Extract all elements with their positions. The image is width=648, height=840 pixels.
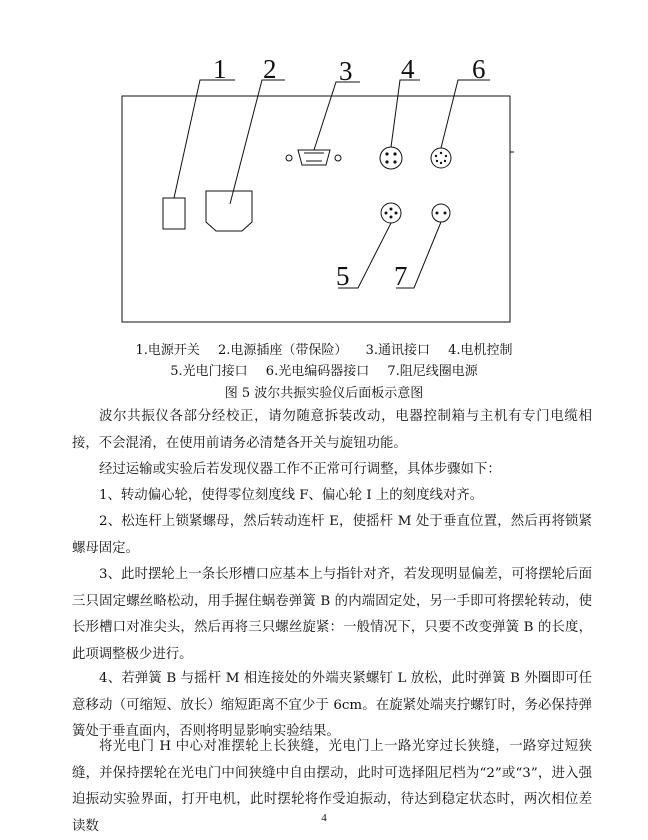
callout-4: 4 [401, 54, 415, 84]
paragraph: 3、此时摆轮上一条长形槽口应基本上与指针对齐，若发现明显偏差，可将摆轮后面三只固定螺丝略松动，用手握住蜗卷弹簧 B 的内端固定处，另一手即可将摆轮转动，使长形槽口对准尖头，然后再将三只螺丝旋紧：一般情况下，只要不改变弹簧 B 的长度，此项调整极少进行。 [72, 567, 592, 662]
legend-item: 1.电源开关 [135, 343, 200, 358]
paragraph: 2、松连杆上锁紧螺母，然后转动连杆 E，使摇杆 M 处于垂直位置，然后再将锁紧螺母固定。 [72, 514, 592, 556]
paragraph: 4、若弹簧 B 与摇杆 M 相连接处的外端夹紧螺钉 L 放松，此时弹簧 B 外圈即可任意移动（可缩短、放长）缩短距离不宜少于 6cm。在旋紧处端夹拧螺钉时，务必保持弹簧处于垂直面内，否则将明显影响实验结果。 [72, 671, 592, 739]
motor-control-connector [380, 147, 402, 169]
figure-title: 图 5 波尔共振实验仪后面板示意图 [224, 386, 424, 401]
rear-panel-diagram [0, 0, 648, 340]
callout-1: 1 [213, 54, 227, 84]
power-switch [163, 198, 185, 229]
legend-item: 5.光电门接口 [170, 364, 248, 379]
encoder-connector [431, 148, 451, 168]
legend-item: 7.阻尼线圈电源 [387, 364, 478, 379]
page-number: 4 [321, 812, 327, 824]
legend-item: 4.电机控制 [448, 343, 513, 358]
callout-7: 7 [394, 261, 408, 291]
legend-row-2 [0, 364, 648, 380]
legend-item: 3.通讯接口 [365, 343, 430, 358]
paragraph: 将光电门 H 中心对准摆轮上长狭缝，光电门上一路光穿过长狭缝，一路穿过短狭缝，并保持摆轮在光电门中间狭缝中自由摆动，此时可选择阻尼档为“2”或“3”，进入强迫振动实验界面，打开电机，此时摆轮将作受迫振动，待达到稳定状态时，两次相位差读数 [72, 739, 592, 834]
paragraph: 1、转动偏心轮，使得零位刻度线 F、偏心轮 I 上的刻度线对齐。 [99, 488, 484, 503]
callout-3: 3 [339, 56, 353, 86]
panel-outline [122, 96, 510, 322]
callout-2: 2 [263, 54, 277, 84]
comm-port [298, 150, 330, 165]
power-socket [206, 191, 252, 231]
paragraph: 波尔共振仪各部分经校正，请勿随意拆装改动，电器控制箱与主机有专门电缆相接，不会混淆，在使用前请务必清楚各开关与旋钮功能。 [72, 409, 592, 451]
photogate-connector [381, 203, 401, 223]
legend-item: 6.光电编码器接口 [265, 364, 370, 379]
paragraph: 经过运输或实验后若发现仪器工作不正常可行调整，具体步骤如下： [99, 462, 501, 477]
legend-item: 2.电源插座（带保险） [218, 343, 348, 358]
callout-5: 5 [336, 261, 350, 291]
legend-row-1 [0, 343, 648, 359]
callout-6: 6 [472, 54, 486, 84]
damping-coil-connector [432, 204, 450, 222]
